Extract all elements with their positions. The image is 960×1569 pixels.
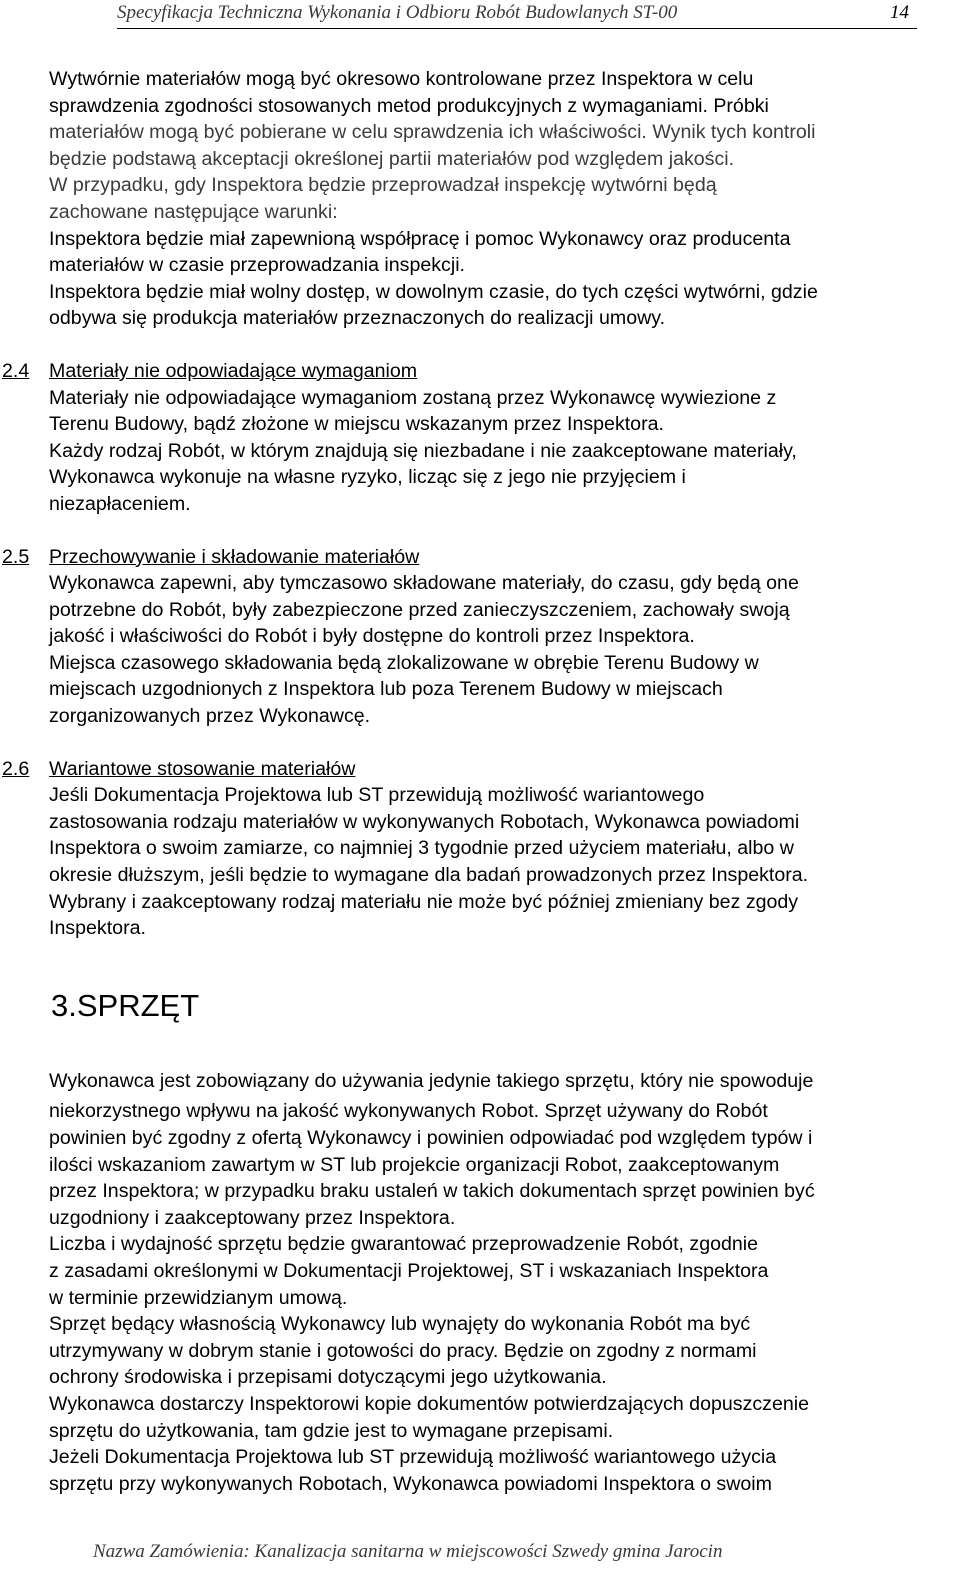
chapter-line: w terminie przewidzianym umową. — [49, 1286, 348, 1309]
intro-line: W przypadku, gdy Inspektora będzie przeprowadzał inspekcję wytwórni będą — [49, 174, 717, 197]
section-title: Materiały nie odpowiadające wymaganiom — [49, 359, 418, 382]
section-line: Miejsca czasowego składowania będą zlokalizowane w obrębie Terenu Budowy w — [49, 651, 759, 674]
section-heading — [2, 358, 955, 385]
chapter-line: sprzętu do użytkowania, tam gdzie jest to wymagane przepisami. — [49, 1419, 614, 1442]
page-number: 14 — [890, 2, 909, 23]
section-number: 2.5 — [2, 545, 30, 568]
section-line: Wybrany i zaakceptowany rodzaj materiału nie może być później zmieniany bez zgody — [49, 890, 799, 913]
chapter-line: Wykonawca jest zobowiązany do używania jedynie takiego sprzętu, który nie spowoduje — [49, 1069, 814, 1092]
section-title: Wariantowe stosowanie materiałów — [49, 757, 356, 780]
chapter-line: z zasadami określonymi w Dokumentacji Projektowej, ST i wskazaniach Inspektora — [49, 1259, 769, 1282]
section-line: miejscach uzgodnionych z Inspektora lub poza Terenem Budowy w miejscach — [49, 678, 723, 701]
intro-paragraph — [49, 66, 955, 332]
section-line: zastosowania rodzaju materiałów w wykonywanych Robotach, Wykonawca powiadomi — [49, 810, 800, 833]
section-line: Terenu Budowy, bądź złożone w miejscu wskazanym przez Inspektora. — [49, 413, 664, 436]
section-number: 2.6 — [2, 757, 30, 780]
chapter-title: 3.SPRZĘT — [51, 987, 200, 1023]
chapter-line: niekorzystnego wpływu na jakość wykonywanych Robot. Sprzęt używany do Robót — [49, 1100, 768, 1123]
section-title: Przechowywanie i składowanie materiałów — [49, 545, 420, 568]
chapter-line: uzgodniony i zaakceptowany przez Inspektora. — [49, 1206, 456, 1229]
intro-line: Wytwórnie materiałów mogą być okresowo kontrolowane przez Inspektora w celu — [49, 68, 754, 90]
section-line: Inspektora. — [49, 917, 146, 940]
section-line: potrzebne do Robót, były zabezpieczone przed zanieczyszczeniem, zachowały swoją — [49, 598, 790, 621]
chapter-3 — [49, 988, 955, 1498]
section-line: Inspektora o swoim zamiarze, co najmniej 3 tygodnie przed użyciem materiału, albo w — [49, 837, 794, 860]
section-line: okresie dłuższym, jeśli będzie to wymagane dla badań prowadzonych przez Inspektora. — [49, 864, 809, 887]
section-line: Każdy rodzaj Robót, w którym znajdują się niezbadane i nie zaakceptowane materiały, — [49, 439, 797, 462]
section-heading — [2, 756, 955, 783]
chapter-line: sprzętu przy wykonywanych Robotach, Wykonawca powiadomi Inspektora o swoim — [49, 1472, 772, 1495]
section-line: zorganizowanych przez Wykonawcę. — [49, 705, 371, 728]
section-line: jakość i właściwości do Robót i były dostępne do kontroli przez Inspektora. — [49, 625, 695, 648]
intro-line: odbywa się produkcja materiałów przeznaczonych do realizacji umowy. — [49, 307, 666, 330]
intro-line: Inspektora będzie miał zapewnioną współpracę i pomoc Wykonawcy oraz producenta — [49, 227, 791, 250]
section-2-5 — [2, 544, 955, 730]
section-line: Wykonawca wykonuje na własne ryzyko, licząc się z jego nie przyjęciem i — [49, 466, 686, 489]
intro-line: materiałów w czasie przeprowadzania inspekcji. — [49, 254, 466, 277]
intro-line: Inspektora będzie miał wolny dostęp, w dowolnym czasie, do tych części wytwórni, gdzie — [49, 280, 818, 303]
document-body — [2, 66, 955, 1497]
page-footer: Nazwa Zamówienia: Kanalizacja sanitarna w miejscowości Szwedy gmina Jarocin — [93, 1541, 723, 1562]
chapter-line: ochrony środowiska i przepisami dotyczącymi jego użytkowania. — [49, 1366, 607, 1389]
section-2-4 — [2, 358, 955, 518]
chapter-line: ilości wskazaniom zawartym w ST lub projekcie organizacji Robot, zaakceptowanym — [49, 1153, 780, 1176]
chapter-line: Jeżeli Dokumentacja Projektowa lub ST przewidują możliwość wariantowego użycia — [49, 1446, 777, 1469]
section-line: Materiały nie odpowiadające wymaganiom zostaną przez Wykonawcę wywiezione z — [49, 386, 777, 409]
intro-line: będzie podstawą akceptacji określonej partii materiałów pod względem jakości. — [49, 147, 735, 170]
section-line: Wykonawca zapewni, aby tymczasowo składowane materiały, do czasu, gdy będą one — [49, 572, 799, 595]
chapter-line: Sprzęt będący własnością Wykonawcy lub wynajęty do wykonania Robót ma być — [49, 1313, 751, 1336]
section-heading — [2, 544, 955, 571]
section-number: 2.4 — [2, 359, 30, 382]
intro-line: zachowane następujące warunki: — [49, 200, 338, 223]
chapter-line: Wykonawca dostarczy Inspektorowi kopie dokumentów potwierdzających dopuszczenie — [49, 1392, 810, 1415]
intro-line: sprawdzenia zgodności stosowanych metod produkcyjnych z wymaganiami. Próbki — [49, 94, 769, 117]
section-2-6 — [2, 756, 955, 942]
chapter-line: utrzymywany w dobrym stanie i gotowości do pracy. Będzie on zgodny z normami — [49, 1339, 757, 1362]
header-title: Specyfikacja Techniczna Wykonania i Odbioru Robót Budowlanych ST-00 — [117, 2, 678, 23]
chapter-line: Liczba i wydajność sprzętu będzie gwarantować przeprowadzenie Robót, zgodnie — [49, 1233, 759, 1256]
intro-line: materiałów mogą być pobierane w celu sprawdzenia ich właściwości. Wynik tych kontroli — [49, 121, 816, 144]
page-header — [117, 0, 917, 29]
section-line: Jeśli Dokumentacja Projektowa lub ST przewidują możliwość wariantowego — [49, 784, 705, 807]
chapter-line: przez Inspektora; w przypadku braku ustaleń w takich dokumentach sprzęt powinien być — [49, 1180, 815, 1203]
section-line: niezapłaceniem. — [49, 492, 191, 515]
chapter-line: powinien być zgodny z ofertą Wykonawcy i powinien odpowiadać pod względem typów i — [49, 1127, 813, 1149]
